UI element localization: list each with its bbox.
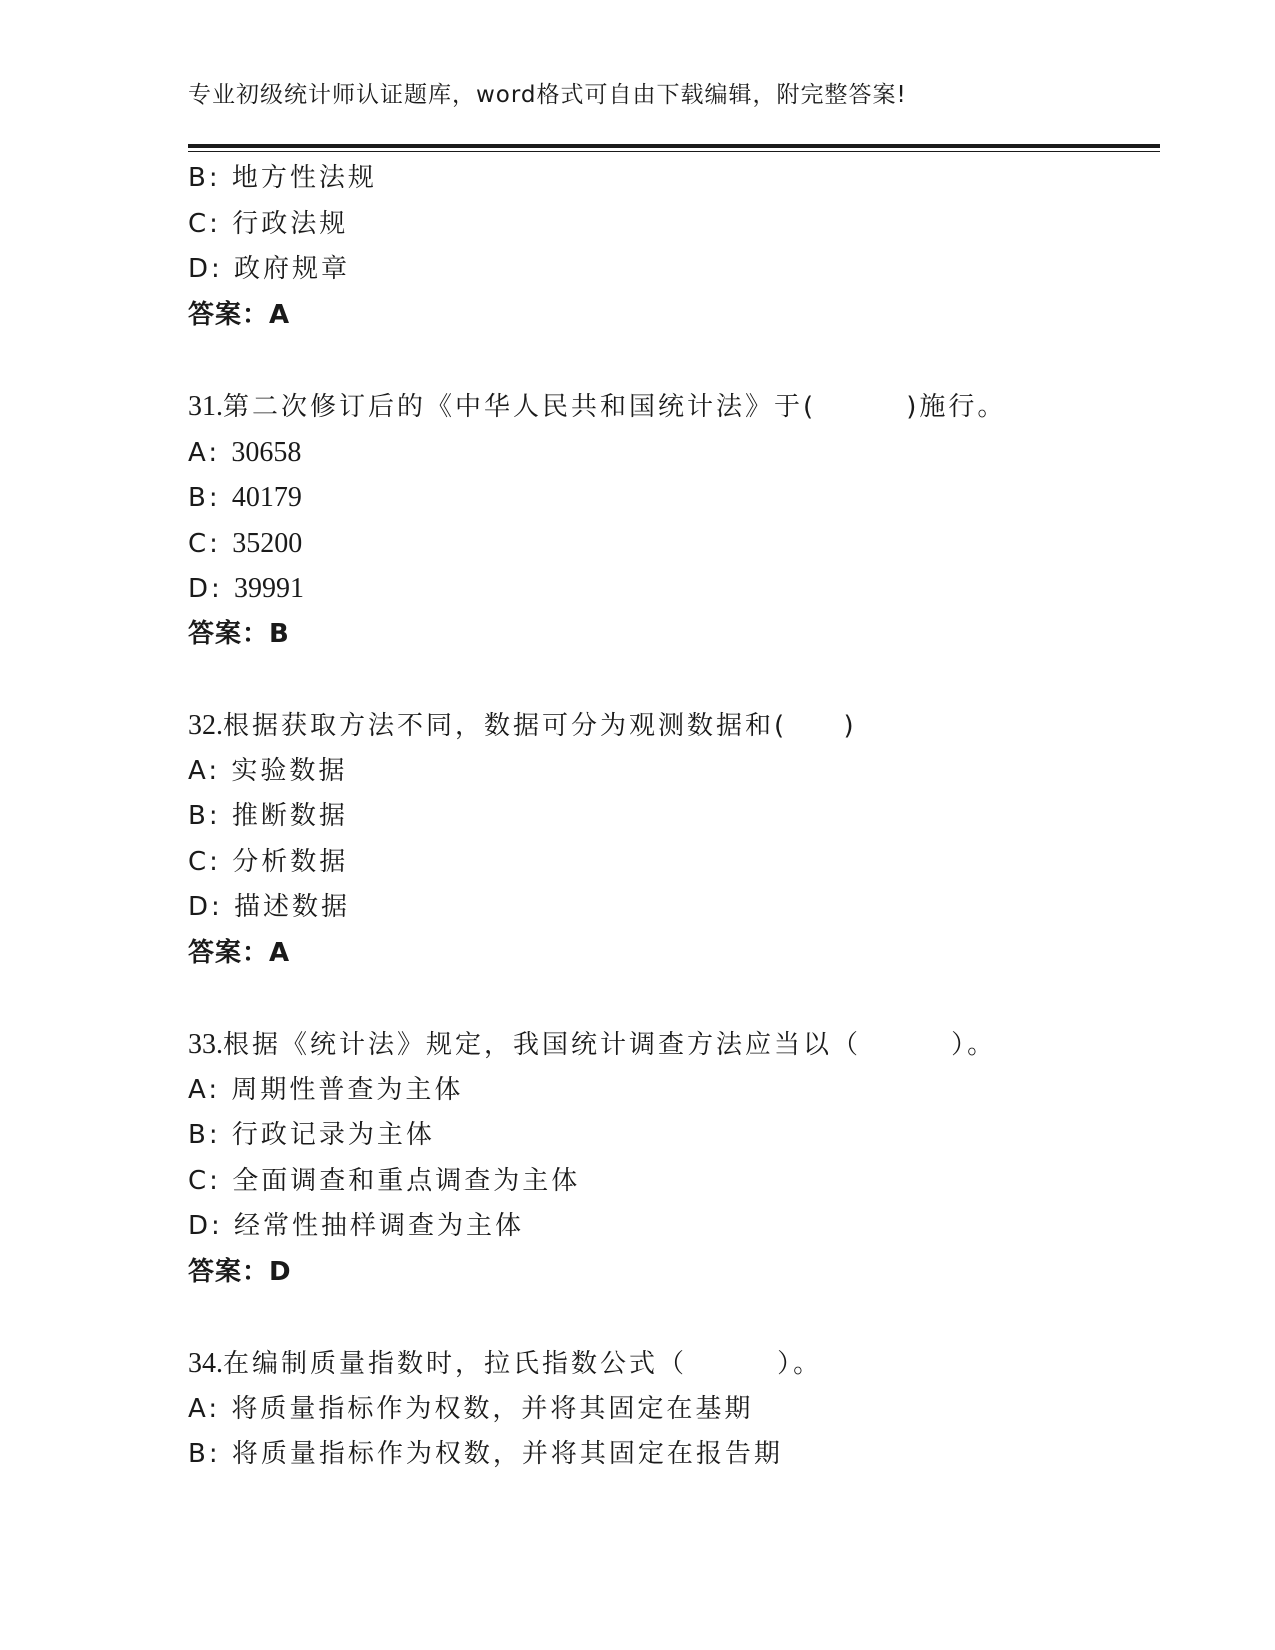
option-text: 周期性普查为主体 — [231, 1074, 464, 1105]
question-list — [188, 156, 1168, 1478]
option-letter: B: — [188, 801, 221, 831]
option-text: 30658 — [231, 436, 302, 468]
answer-line: 答案：A — [188, 937, 291, 968]
option-text: 将质量指标作为权数，并将其固定在报告期 — [231, 1439, 783, 1469]
option-text: 全面调查和重点调查为主体 — [232, 1165, 581, 1196]
option-letter: B: — [188, 483, 221, 513]
option-line — [188, 247, 1168, 293]
option-line — [188, 430, 1168, 476]
option-text: 经常性抽样调查为主体 — [234, 1211, 525, 1241]
answer-line: 答案：D — [188, 1256, 292, 1287]
header-rule-thick — [188, 144, 1160, 148]
question-text: 第二次修订后的《中华人民共和国统计法》于( )施行。 — [223, 392, 1007, 422]
question-text: 根据《统计法》规定，我国统计调查方法应当以（ ）。 — [223, 1030, 997, 1060]
option-letter: D: — [188, 1211, 223, 1241]
option-letter: C: — [188, 1165, 221, 1196]
option-line — [188, 1432, 1168, 1478]
page-header: 专业初级统计师认证题库，word格式可自由下载编辑，附完整答案! — [188, 82, 907, 108]
question-stem — [188, 1341, 1168, 1387]
option-line — [188, 202, 1168, 248]
option-line — [188, 794, 1168, 840]
option-letter: B: — [188, 1120, 221, 1150]
option-line — [188, 1204, 1168, 1250]
option-text: 行政记录为主体 — [231, 1120, 435, 1150]
option-text: 39991 — [234, 573, 305, 604]
option-letter: A: — [188, 1393, 221, 1424]
option-line — [188, 1068, 1168, 1114]
option-letter: A: — [188, 755, 221, 786]
question-stem — [188, 1022, 1168, 1068]
option-text: 40179 — [231, 482, 302, 513]
option-text: 政府规章 — [234, 254, 351, 284]
option-line — [188, 1387, 1168, 1433]
option-line — [188, 156, 1168, 202]
option-letter: C: — [188, 528, 221, 559]
option-letter: C: — [188, 208, 221, 239]
question-text: 根据获取方法不同，数据可分为观测数据和( ) — [223, 711, 857, 741]
option-letter: D: — [188, 574, 223, 604]
option-text: 分析数据 — [232, 846, 349, 877]
option-letter: B: — [188, 163, 221, 193]
option-line — [188, 1113, 1168, 1159]
question-text: 在编制质量指数时，拉氏指数公式（ ）。 — [223, 1349, 823, 1379]
option-text: 推断数据 — [231, 801, 348, 831]
answer-line: 答案：B — [188, 618, 290, 649]
option-letter: D: — [188, 254, 223, 284]
option-text: 行政法规 — [232, 208, 349, 239]
option-line — [188, 885, 1168, 931]
option-line — [188, 749, 1168, 795]
option-text: 实验数据 — [231, 755, 348, 786]
question-number: 33. — [188, 1029, 223, 1060]
question-number: 34. — [188, 1348, 223, 1379]
option-line — [188, 840, 1168, 886]
option-letter: D: — [188, 892, 223, 922]
option-text: 描述数据 — [234, 892, 351, 922]
option-text: 将质量指标作为权数，并将其固定在基期 — [231, 1393, 754, 1424]
option-text: 35200 — [232, 527, 303, 559]
option-letter: C: — [188, 846, 221, 877]
option-line — [188, 1159, 1168, 1205]
header-rule-thin — [188, 151, 1160, 152]
option-line — [188, 475, 1168, 521]
option-letter: A: — [188, 1074, 221, 1105]
option-letter: A: — [188, 437, 221, 468]
question-stem — [188, 384, 1168, 430]
option-text: 地方性法规 — [231, 163, 377, 193]
option-line — [188, 566, 1168, 612]
question-stem — [188, 703, 1168, 749]
question-number: 31. — [188, 391, 223, 422]
option-line — [188, 521, 1168, 567]
answer-line: 答案：A — [188, 299, 291, 330]
question-number: 32. — [188, 710, 223, 741]
option-letter: B: — [188, 1439, 221, 1469]
